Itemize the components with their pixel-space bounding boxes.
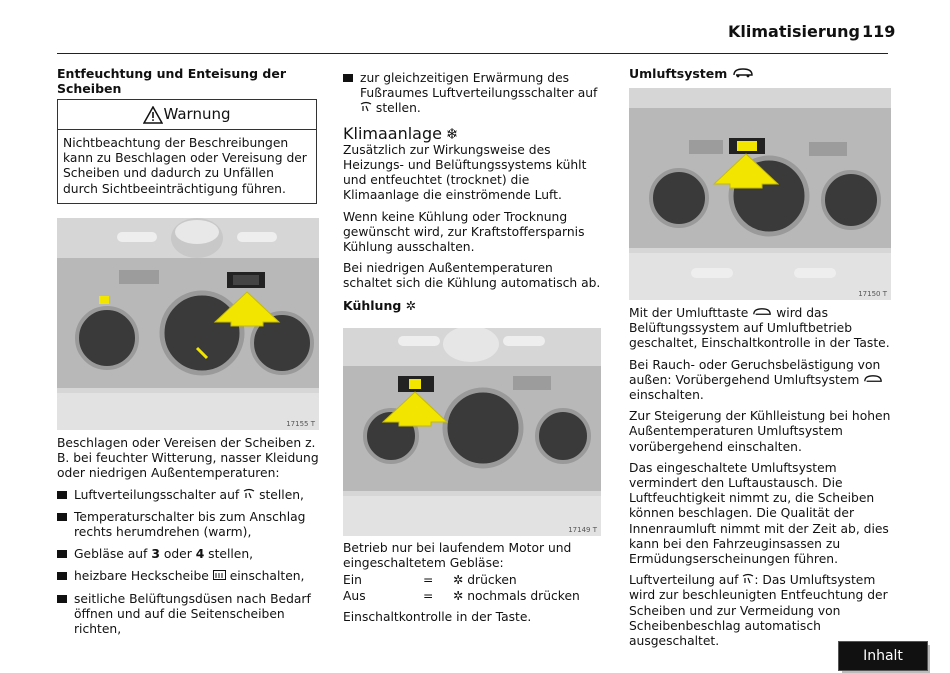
fan-level-4: 4 bbox=[195, 547, 205, 562]
list-item-text: stellen, bbox=[259, 487, 304, 502]
aus-label: Aus bbox=[343, 588, 366, 603]
list-item-text: Gebläse auf bbox=[74, 547, 148, 562]
paragraph-text: Luftverteilung auf bbox=[629, 573, 739, 588]
snowflake-icon: ❄ bbox=[445, 124, 459, 143]
betrieb-paragraph: Betrieb nur bei laufendem Motor und eingeschaltetem Gebläse: bbox=[343, 541, 572, 571]
ein-aus-table bbox=[343, 573, 601, 603]
kuehlung-heading bbox=[343, 298, 601, 313]
warning-box bbox=[57, 99, 317, 204]
figure-number: 17150 T bbox=[858, 290, 887, 298]
bullet-square bbox=[57, 595, 67, 603]
klima-paragraph-1: Zusätzlich zur Wirkungsweise des Heizungs- und Belüftungssystems kühlt und entfeuchtet (trocknet) die Klimaanlage die einströmende Luft. bbox=[343, 142, 587, 203]
climate-panel-ac-illustration bbox=[343, 328, 601, 536]
list-item bbox=[57, 547, 319, 562]
warning-triangle-icon bbox=[143, 106, 163, 124]
defrost-feet-icon bbox=[243, 488, 255, 499]
ac-icon: ✲ bbox=[453, 573, 464, 588]
list-item-text: stellen. bbox=[375, 101, 421, 116]
recirculation-icon bbox=[732, 67, 754, 78]
umluft-paragraph-2 bbox=[629, 358, 891, 404]
recirculation-icon bbox=[752, 307, 772, 317]
column-2 bbox=[343, 71, 601, 313]
list-item-text: heizbare Heckscheibe bbox=[74, 569, 209, 584]
klima-heading bbox=[343, 124, 601, 143]
figure-defrost-panel bbox=[57, 218, 319, 430]
paragraph-text: Bei Rauch- oder Geruchsbelästigung von außen: Vorübergehend Umluftsystem bbox=[629, 357, 881, 387]
list-item-text: einschalten, bbox=[229, 569, 305, 584]
paragraph-text: : Das Umluftsystem wird zur beschleunigten Entfeuchtung der Scheiben und zur Vermeidung von Scheibenbeschlag automatisch ausgeschaltet. bbox=[629, 573, 888, 649]
klima-paragraph-3: Bei niedrigen Außentemperaturen schaltet sich die Kühlung automatisch ab. bbox=[343, 261, 601, 291]
figure-number: 17149 T bbox=[568, 526, 597, 534]
page-number: 119 bbox=[862, 22, 896, 41]
climate-panel-illustration bbox=[57, 218, 319, 430]
einschalt-paragraph: Einschaltkontrolle in der Taste. bbox=[343, 609, 532, 624]
klima-title: Klimaanlage bbox=[343, 123, 442, 143]
chapter-title: Klimatisierung bbox=[728, 22, 860, 41]
defrost-feet-icon bbox=[360, 101, 372, 112]
figure-ac-panel bbox=[343, 328, 601, 536]
equals-sign: = bbox=[423, 573, 434, 588]
umluft-paragraph-4: Das eingeschaltete Umluftsystem vermindert den Luftaustausch. Die Luftfeuchtigkeit nimmt zu, die Scheiben können beschlagen. Die Qualität der Innenraumluft nimmt mit der Zeit ab, dies kann bei den Fahrzeuginsassen zu Ermüdungserscheinungen führen. bbox=[629, 460, 889, 567]
bullet-square bbox=[57, 572, 67, 580]
umluft-title: Umluftsystem bbox=[629, 66, 728, 81]
warning-text: Nichtbeachtung der Beschreibungen kann zu Beschlagen oder Vereisung der Scheiben und dadurch zu Unfällen durch Sichtbeeinträchtigung führen. bbox=[63, 136, 307, 196]
column-3 bbox=[629, 66, 891, 81]
umluft-heading bbox=[629, 66, 891, 81]
ac-icon: ✲ bbox=[453, 588, 464, 603]
warning-header bbox=[58, 100, 316, 130]
equals-sign: = bbox=[423, 588, 434, 603]
column-2-lower bbox=[343, 541, 601, 631]
aus-value: nochmals drücken bbox=[467, 588, 580, 603]
column-3-lower bbox=[629, 306, 891, 655]
inhalt-button[interactable]: Inhalt bbox=[838, 641, 928, 671]
intro-paragraph: Beschlagen oder Vereisen der Scheiben z. B. bei feuchter Witterung, nasser Kleidung oder niedrigen Außentemperaturen: bbox=[57, 436, 319, 481]
umluft-paragraph-1 bbox=[629, 306, 891, 352]
list-item bbox=[57, 569, 319, 584]
column-1-lower bbox=[57, 436, 319, 644]
defrost-feet-icon bbox=[742, 573, 754, 584]
warning-title: Warnung bbox=[163, 104, 231, 123]
list-item bbox=[57, 488, 319, 503]
list-item bbox=[57, 510, 319, 540]
header-rule bbox=[57, 53, 888, 54]
bullet-square bbox=[57, 491, 67, 499]
list-item bbox=[57, 592, 319, 638]
bullet-square bbox=[343, 74, 353, 82]
section-heading-defrost: Entfeuchtung und Enteisung der Scheiben bbox=[57, 66, 287, 96]
rear-window-heat-icon bbox=[213, 570, 226, 580]
ein-label: Ein bbox=[343, 573, 362, 588]
ein-value: drücken bbox=[467, 573, 517, 588]
fan-level-3: 3 bbox=[151, 547, 160, 562]
kuehlung-title: Kühlung bbox=[343, 297, 402, 313]
paragraph-text: Mit der Umlufttaste bbox=[629, 306, 749, 320]
klima-paragraph-2: Wenn keine Kühlung oder Trocknung gewünscht wird, zur Kraftstoffersparnis Kühlung ausschalten. bbox=[343, 209, 585, 255]
column-1 bbox=[57, 66, 319, 204]
list-item-text: Luftverteilungsschalter auf bbox=[74, 487, 240, 502]
umluft-paragraph-5 bbox=[629, 573, 891, 649]
paragraph-text: wird das Belüftungssystem auf Umluftbetrieb geschaltet, Einschaltkontrolle in der Taste. bbox=[629, 306, 890, 351]
umluft-paragraph-3: Zur Steigerung der Kühlleistung bei hohen Außentemperaturen Umluftsystem vorübergehend einschalten. bbox=[629, 409, 891, 454]
list-item-text: stellen, bbox=[208, 547, 254, 562]
recirculation-icon bbox=[863, 374, 883, 384]
figure-number: 17155 T bbox=[286, 420, 315, 428]
bullet-square bbox=[57, 513, 67, 521]
bullet-square bbox=[57, 550, 67, 558]
ac-icon: ✲ bbox=[405, 297, 417, 313]
climate-panel-recirculation-illustration bbox=[629, 88, 891, 300]
list-item-text: zur gleichzeitigen Erwärmung des Fußraumes Luftverteilungsschalter auf bbox=[360, 71, 598, 101]
figure-recirculation-panel bbox=[629, 88, 891, 300]
list-item-text: oder bbox=[163, 547, 192, 562]
list-item-text: Temperaturschalter bis zum Anschlag rechts herumdrehen (warm), bbox=[74, 509, 306, 540]
list-item-text: seitliche Belüftungsdüsen nach Bedarf öffnen und auf die Seitenscheiben richten, bbox=[74, 591, 311, 637]
list-item bbox=[343, 71, 601, 117]
paragraph-text: einschalten. bbox=[629, 388, 704, 403]
